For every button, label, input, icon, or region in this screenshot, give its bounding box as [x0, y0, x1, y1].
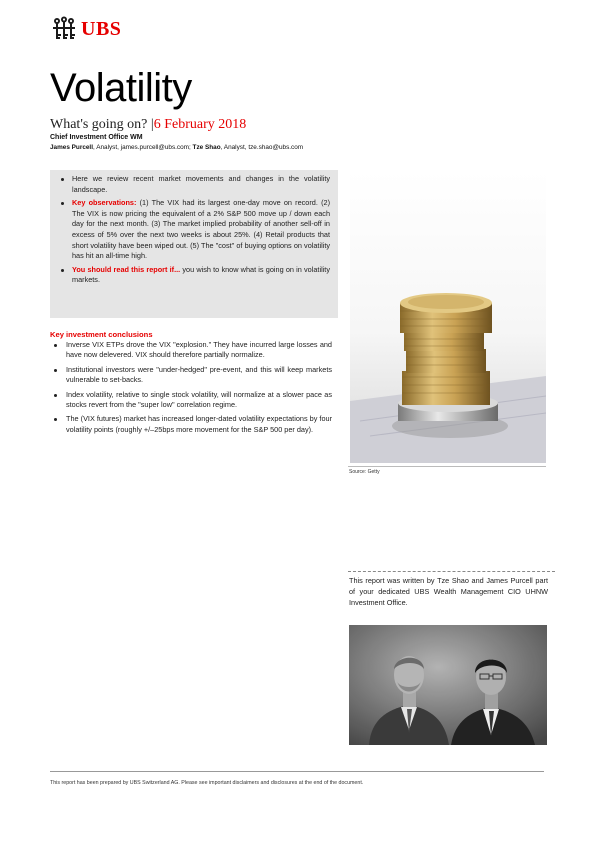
authorship-note: This report was written by Tze Shao and James Purcell part of your dedicated UBS Wealth Management CIO UHNW Investment Office. — [349, 576, 548, 607]
footer-divider — [50, 771, 544, 772]
conclusion-item: Inverse VIX ETPs drove the VIX "explosion." They have incurred large losses and have now delevered. VIX should therefore partially normalize. — [50, 340, 332, 361]
photo-divider — [348, 466, 546, 467]
author-name: James Purcell — [50, 144, 93, 151]
conclusion-item: The (VIX futures) market has increased longer-dated volatility expectations by four volatility points (roughly +/–25bps more movement for the S&P 500 per day). — [50, 414, 332, 435]
read-if-text: you wish to know what is going on in volatility markets. — [72, 264, 330, 285]
author-details: , Analyst, james.purcell@ubs.com; — [93, 144, 193, 151]
publication-date: 6 February 2018 — [153, 117, 247, 132]
brand-name: UBS — [81, 18, 122, 40]
conclusion-item: Institutional investors were "under-hedged" pre-event, and this will keep markets vulnerable to set-backs. — [50, 365, 332, 386]
observations-text: (1) The VIX had its largest one-day move on record. (2) The VIX is now pricing the equivalent of a 2% S&P 500 move up / down each day for the next month. (3) The market implied probability of another sell-off in excess of 5% over the next two weeks is about 25%. (4) Retail products that short volatility have been wiped out. (5) The "cost" of buying options on volatility has hit an all-time high. — [72, 198, 330, 261]
author-name: Tze Shao — [192, 144, 221, 151]
conclusion-item: Index volatility, relative to single stock volatility, will normalize at a slower pace as stocks revert from the "super low" correlation regime. — [50, 390, 332, 411]
authors-line — [50, 144, 303, 151]
photo-source: Source: Getty — [349, 469, 380, 475]
observations-label: Key observations: — [72, 198, 137, 208]
conclusions-heading: Key investment conclusions — [50, 330, 153, 339]
subtitle-question: What's going on? — [50, 117, 148, 132]
office-name: Chief Investment Office WM — [50, 134, 143, 141]
conclusions-list — [50, 340, 332, 439]
read-if-label: You should read this report if... — [72, 264, 181, 274]
summary-item: Here we review recent market movements and changes in the volatility landscape. — [60, 174, 330, 195]
summary-list — [60, 174, 330, 289]
page-title: Volatility — [50, 66, 192, 110]
author-details: , Analyst, tze.shao@ubs.com — [220, 144, 304, 151]
coin-stack-photo — [350, 171, 546, 463]
summary-box — [50, 170, 338, 318]
keys-icon — [50, 16, 78, 42]
authors-photo — [349, 625, 547, 745]
ubs-logo — [50, 16, 140, 42]
footer-disclaimer: This report has been prepared by UBS Switzerland AG. Please see important disclaimers and disclosures at the end of the document. — [50, 780, 364, 786]
subtitle — [50, 117, 246, 133]
subtitle-separator: | — [150, 117, 154, 132]
summary-item — [60, 265, 330, 286]
dashed-divider — [348, 571, 555, 572]
summary-item — [60, 198, 330, 262]
